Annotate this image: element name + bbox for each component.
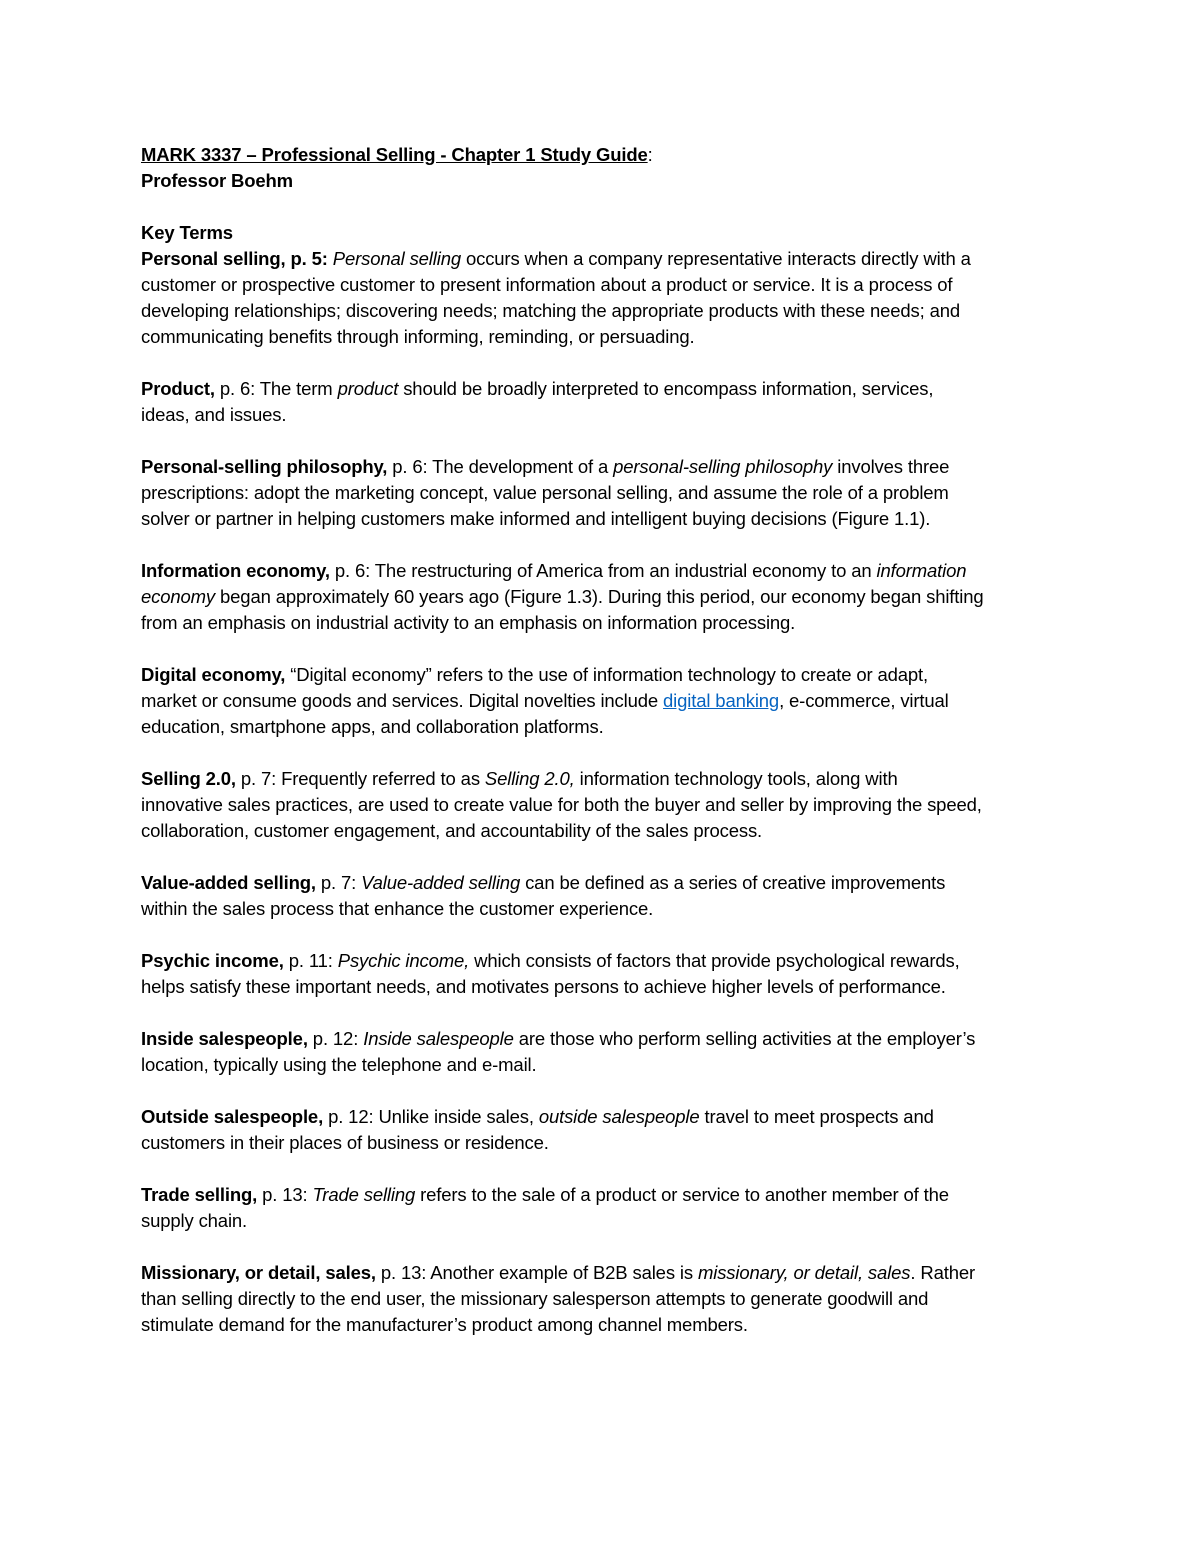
definition-text: The restructuring of America from an industrial economy to an [370,560,877,581]
term-page: p. 6: [214,378,256,399]
definition-line: prescriptions: adopt the marketing concept, value personal selling, and assume the role of a problem [141,482,949,503]
term-entry-outside-salespeople [141,1104,1071,1156]
study-guide-page [141,142,1071,1338]
term-page: p. 12: [307,1028,359,1049]
term-name: Personal-selling philosophy, [141,456,388,477]
term-name: Outside salespeople, [141,1106,324,1127]
term-page: p. 6: [329,560,371,581]
definition-text: The development of a [427,456,614,477]
definition-italic: information [876,560,967,581]
term-name: Digital economy, [141,664,286,685]
definition-italic: personal-selling philosophy [613,456,833,477]
definition-line: solver or partner in helping customers make informed and intelligent buying decisions (Figure 1.1). [141,508,931,529]
definition-italic: Personal selling [332,248,461,269]
term-entry-inside-salespeople [141,1026,1071,1078]
definition-line: location, typically using the telephone and e-mail. [141,1054,537,1075]
definition-text: market or consume goods and services. Digital novelties include [141,690,664,711]
term-entry-psychic-income [141,948,1071,1000]
definition-italic: Value-added selling [361,872,521,893]
definition-line: innovative sales practices, are used to create value for both the buyer and seller by improving the speed, [141,794,982,815]
entry-line [141,454,1071,480]
term-name: Missionary, or detail, sales, [141,1262,376,1283]
definition-line: stimulate demand for the manufacturer’s product among channel members. [141,1314,748,1335]
term-name: Selling 2.0, [141,768,236,789]
definition-text: Unlike inside sales, [373,1106,539,1127]
definition-text: Frequently referred to as [276,768,485,789]
term-name: Trade selling, [141,1184,258,1205]
definition-italic: outside salespeople [538,1106,700,1127]
definition-text: involves three [832,456,950,477]
entry-line [141,246,1071,272]
entry-line [141,766,1071,792]
definition-line: from an emphasis on industrial activity to an emphasis on information processing. [141,612,796,633]
entry-line [141,1026,1071,1052]
entry-line [141,1260,1071,1286]
definition-text: Another example of B2B sales is [426,1262,698,1283]
definition-line: developing relationships; discovering needs; matching the appropriate products with these needs; and [141,300,961,321]
term-name: Personal selling, [141,248,286,269]
definition-text: began approximately 60 years ago (Figure 1.3). During this period, our economy began shifting [215,586,984,607]
term-name: Value-added selling, [141,872,316,893]
definition-text: can be defined as a series of creative improvements [520,872,946,893]
term-entry-digital-economy [141,662,1071,740]
document-title-line [141,142,1071,168]
entry-line [141,948,1071,974]
definition-line: communicating benefits through informing, reminding, or persuading. [141,326,695,347]
definition-line [141,688,1071,714]
term-entry-selling-2-0 [141,766,1071,844]
definition-line: customer or prospective customer to present information about a product or service. It is a process of [141,274,953,295]
definition-line: education, smartphone apps, and collaboration platforms. [141,716,604,737]
term-entry-personal-selling [141,246,1071,350]
definition-line: helps satisfy these important needs, and motivates persons to achieve higher levels of performance. [141,976,946,997]
term-page: p. 6: [387,456,428,477]
definition-text: . Rather [910,1262,975,1283]
term-page: p. 5: [285,248,328,269]
term-entry-trade-selling [141,1182,1071,1234]
document-title-colon: : [647,144,653,165]
definition-text: information technology tools, along with [574,768,898,789]
entry-line [141,376,1071,402]
term-entry-product [141,376,1071,428]
entry-line [141,1104,1071,1130]
entry-line [141,662,1071,688]
definition-italic: Inside salespeople [363,1028,514,1049]
term-page: p. 7: [235,768,277,789]
entry-line [141,558,1071,584]
definition-italic: Selling 2.0, [484,768,575,789]
document-title: MARK 3337 – Professional Selling - Chapter 1 Study Guide [141,144,648,165]
entry-line [141,1182,1071,1208]
term-entry-missionary-sales [141,1260,1071,1338]
term-name: Inside salespeople, [141,1028,308,1049]
term-page: p. 7: [315,872,357,893]
term-page: p. 13: [375,1262,427,1283]
term-entry-value-added-selling [141,870,1071,922]
definition-line: customers in their places of business or residence. [141,1132,549,1153]
term-page: p. 13: [257,1184,308,1205]
term-name: Product, [141,378,215,399]
definition-text: which consists of factors that provide psychological rewards, [469,950,960,971]
definition-text: refers to the sale of a product or service to another member of the [415,1184,949,1205]
definition-line: collaboration, customer engagement, and accountability of the sales process. [141,820,763,841]
digital-banking-link[interactable]: digital banking [663,690,780,711]
definition-line [141,584,1071,610]
term-name: Information economy, [141,560,330,581]
key-terms-heading: Key Terms [141,222,233,243]
blank-line [141,194,1071,220]
term-entry-information-economy [141,558,1071,636]
definition-line: supply chain. [141,1210,248,1231]
definition-text: , e-commerce, virtual [779,690,949,711]
definition-text: “Digital economy” refers to the use of information technology to create or adapt, [285,664,928,685]
definition-text: are those who perform selling activities at the employer’s [513,1028,976,1049]
definition-italic: Trade selling [312,1184,416,1205]
term-page: p. 12: [323,1106,374,1127]
definition-line: within the sales process that enhance the customer experience. [141,898,654,919]
term-page: p. 11: [283,950,333,971]
definition-italic: Psychic income, [337,950,470,971]
term-entry-personal-selling-philosophy [141,454,1071,532]
professor-name: Professor Boehm [141,170,293,191]
definition-italic: product [337,378,399,399]
definition-italic: economy [141,586,216,607]
definition-line: ideas, and issues. [141,404,287,425]
definition-text: should be broadly interpreted to encompass information, services, [398,378,934,399]
entry-line [141,870,1071,896]
definition-italic: missionary, or detail, sales [697,1262,911,1283]
definition-text: travel to meet prospects and [699,1106,934,1127]
definition-text: The term [255,378,338,399]
definition-text: occurs when a company representative interacts directly with a [460,248,971,269]
definition-line: than selling directly to the end user, the missionary salesperson attempts to generate goodwill and [141,1288,929,1309]
term-name: Psychic income, [141,950,284,971]
